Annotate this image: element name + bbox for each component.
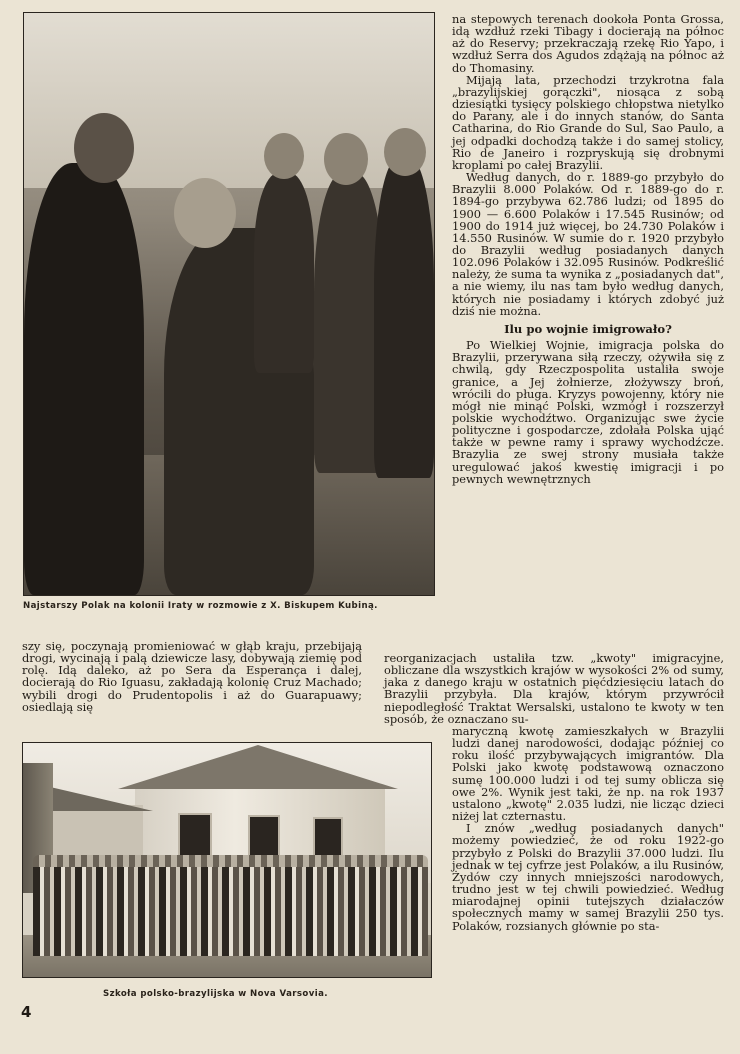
paragraph: Według danych, do r. 1889-go przybyło do Brazylii 8.000 Polaków. Od r. 1889-go do r. 1894-go przybywa 62.786 ludzi; od 1895 do 1900 — 6.600 Polaków i 17.545 Rusinów; od 1900 do 1914 już więcej, bo 24.730 Polaków i 14.550 Rusinów. W sumie do r. 1920 przybyło do Brazylii według posiadanych danych 102.096 Polaków i 32.095 Rusinów. Podkreślić należy, że suma ta wynika z „posiadanych dat", a nie wiemy, ilu nas tam było według danych, których nie posiadamy i których zdobyć już dziś nie można. [452,170,724,318]
right-column-bottom [452,725,724,932]
photo-school-nova-varsovia [22,742,432,978]
paragraph: reorganizacjach ustaliła tzw. „kwoty" imigracyjne, obliczane dla wszystkich krajów w wysokości 2% od sumy, jaka z danego kraju w ostatnich pięćdziesięciu latach do Brazylii przybyła. Dla krajów, którym przywrócił niepodległość Traktat Wersalski, ustalono te kwoty w ten sposób, że oznaczano su- [384,651,724,726]
paragraph: maryczną kwotę zamieszkałych w Brazylii ludzi danej narodowości, dodając później co roku ilość przybywających imigrantów. Dla Polski jako kwotę podstawową oznaczono sumę 100.000 ludzi i od tej sumy oblicza się owe 2%. Wynik jest taki, że np. na rok 1937 ustalono „kwotę" 2.035 ludzi, nie licząc dzieci niżej lat czternastu. [452,724,724,824]
top-photo-caption: Najstarszy Polak na kolonii Iraty w rozmowie z X. Biskupem Kubiną. [23,601,378,611]
crowd-of-pupils [33,861,428,956]
paragraph: Mijają lata, przechodzi trzykrotna fala „brazylijskiej gorączki", niosąca z sobą dziesiątki tysięcy polskiego chłopstwa nietylko do Parany, ale i do innych stanów, do Santa Catharina, do Rio Grande do Sul, Sao Paulo, a jej odpadki dochodzą także i do samej stolicy, Rio de Janeiro i rozpryskują się drobnymi kroplami po całej Brazylii. [452,72,724,172]
left-column-text [22,640,362,713]
wide-text-block [384,652,724,725]
page-number: 4 [21,1003,32,1021]
paragraph: I znów „według posiadanych danych" możemy powiedzieć, że od roku 1922-go przybyło z Polski do Brazylii 37.000 ludzi. Ilu jednak w tej cyfrze jest Polaków, a ilu Rusinów, Żydów czy innych mniejszości narodowych, trudno jest w tej chwili powiedzieć. Według miarodajnej opinii tutejszych działaczów społecznych mamy w samej Brazylii 250 tys. Polaków, rozsianych głównie po sta- [452,821,724,933]
section-heading: Ilu po wojnie imigrowało? [504,321,672,336]
paragraph: na stepowych terenach dookoła Ponta Grossa, idą wzdłuż rzeki Tibagy i docierają na północ aż do Reservy; przekraczają rzekę Rio Yapo, i wzdłuż Serra dos Agudos zdążają na północ aż do Thomasiny. [452,12,724,75]
bottom-photo-caption: Szkoła polsko-brazylijska w Nova Varsovia. [103,989,328,999]
photo-bishop-and-elder [23,12,435,596]
right-column-top [452,13,724,485]
paragraph: Po Wielkiej Wojnie, imigracja polska do Brazylii, przerywana siłą rzeczy, ożywiła się z chwilą, gdy Rzeczpospolita ustaliła swoje granice, a Jej żołnierze, złożywszy broń, wrócili do pługa. Kryzys powojenny, który nie mógł nie minąć Polski, wzmógł i rozszerzył polskie wychodźtwo. Organizując swe życie polityczne i gospodarcze, zdołała Polska ująć także w pewne ramy i sprawy wychodźcze. Brazylia ze swej strony musiała także uregulować jakoś kwestię imigracji i po pewnych wewnętrznych [452,338,724,486]
paragraph: szy się, poczynają promieniować w głąb kraju, przebijają drogi, wycinają i palą dziewicze lasy, dobywają ziemię pod rolę. Idą daleko, aż po Sera da Esperança i dalej, docierają do Rio Iguasu, zakładają kolonię Cruz Machado; wybili drogi do Prudentopolis i aż do Guarapuawy; osiedlają się [22,639,362,714]
